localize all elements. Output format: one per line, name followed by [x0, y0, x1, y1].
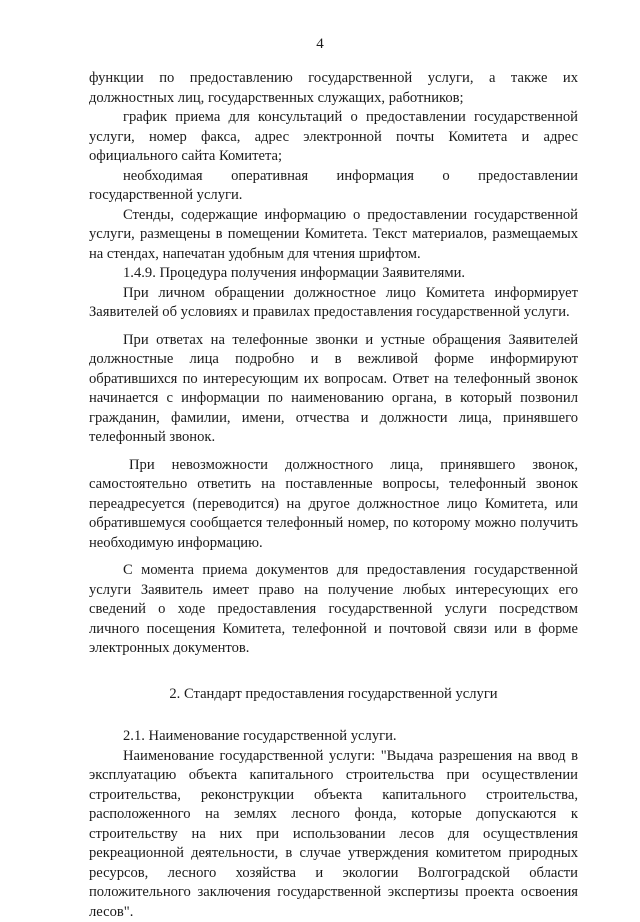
paragraph-personal-visit: При личном обращении должностное лицо Комитета информирует Заявителей об условиях и правилах предоставления государственной услуги. — [89, 284, 578, 323]
paragraph-service-name-heading: 2.1. Наименование государственной услуги. — [89, 727, 578, 747]
paragraph-schedule: график приема для консультаций о предоставлении государственной услуги, номер факса, адрес электронной почты Комитета и адрес официального сайта Комитета; — [89, 108, 578, 167]
section-heading: 2. Стандарт предоставления государственной услуги — [89, 685, 578, 705]
paragraph-stands: Стенды, содержащие информацию о предоставлении государственной услуги, размещены в помещении Комитета. Текст материалов, размещаемых на стендах, напечатан удобным для чтения шрифтом. — [89, 206, 578, 265]
paragraph-phone-calls: При ответах на телефонные звонки и устные обращения Заявителей должностные лица подробно и в вежливой форме информируют обратившихся по интересующим их вопросам. Ответ на телефонный звонок начинается с информации по наименованию органа, в который позвонил гражданин, фамилии, имени, отчества и должности лица, принявшего телефонный звонок. — [89, 331, 578, 448]
paragraph-functions: функции по предоставлению государственной услуги, а также их должностных лиц, государственных служащих, работников; — [89, 69, 578, 108]
paragraph-operational-info: необходимая оперативная информация о предоставлении государственной услуги. — [89, 167, 578, 206]
document-body — [89, 69, 578, 922]
paragraph-service-name: Наименование государственной услуги: "Выдача разрешения на ввод в эксплуатацию объекта капитального строительства при осуществлении строительства, реконструкции объекта капитального строительства, расположенного на землях лесного фонда, которые допускаются к строительству на них при использовании лесов для осуществления рекреационной деятельности, в случае утверждения комитетом природных ресурсов, лесного хозяйства и экологии Волгоградской области положительного заключения государственной экспертизы проекта освоения лесов". — [89, 747, 578, 922]
paragraph-call-redirect: При невозможности должностного лица, принявшего звонок, самостоятельно ответить на поставленные вопросы, телефонный звонок переадресуется (переводится) на другое должностное лицо Комитета, или обратившемуся сообщается телефонный номер, по которому можно получить необходимую информацию. — [89, 456, 578, 554]
paragraph-procedure-heading: 1.4.9. Процедура получения информации Заявителями. — [89, 264, 578, 284]
page-number: 4 — [0, 36, 640, 53]
paragraph-document-status: С момента приема документов для предоставления государственной услуги Заявитель имеет право на получение любых интересующих его сведений о ходе предоставления государственной услуги посредством личного посещения Комитета, телефонной и почтовой связи или в форме электронных документов. — [89, 561, 578, 659]
